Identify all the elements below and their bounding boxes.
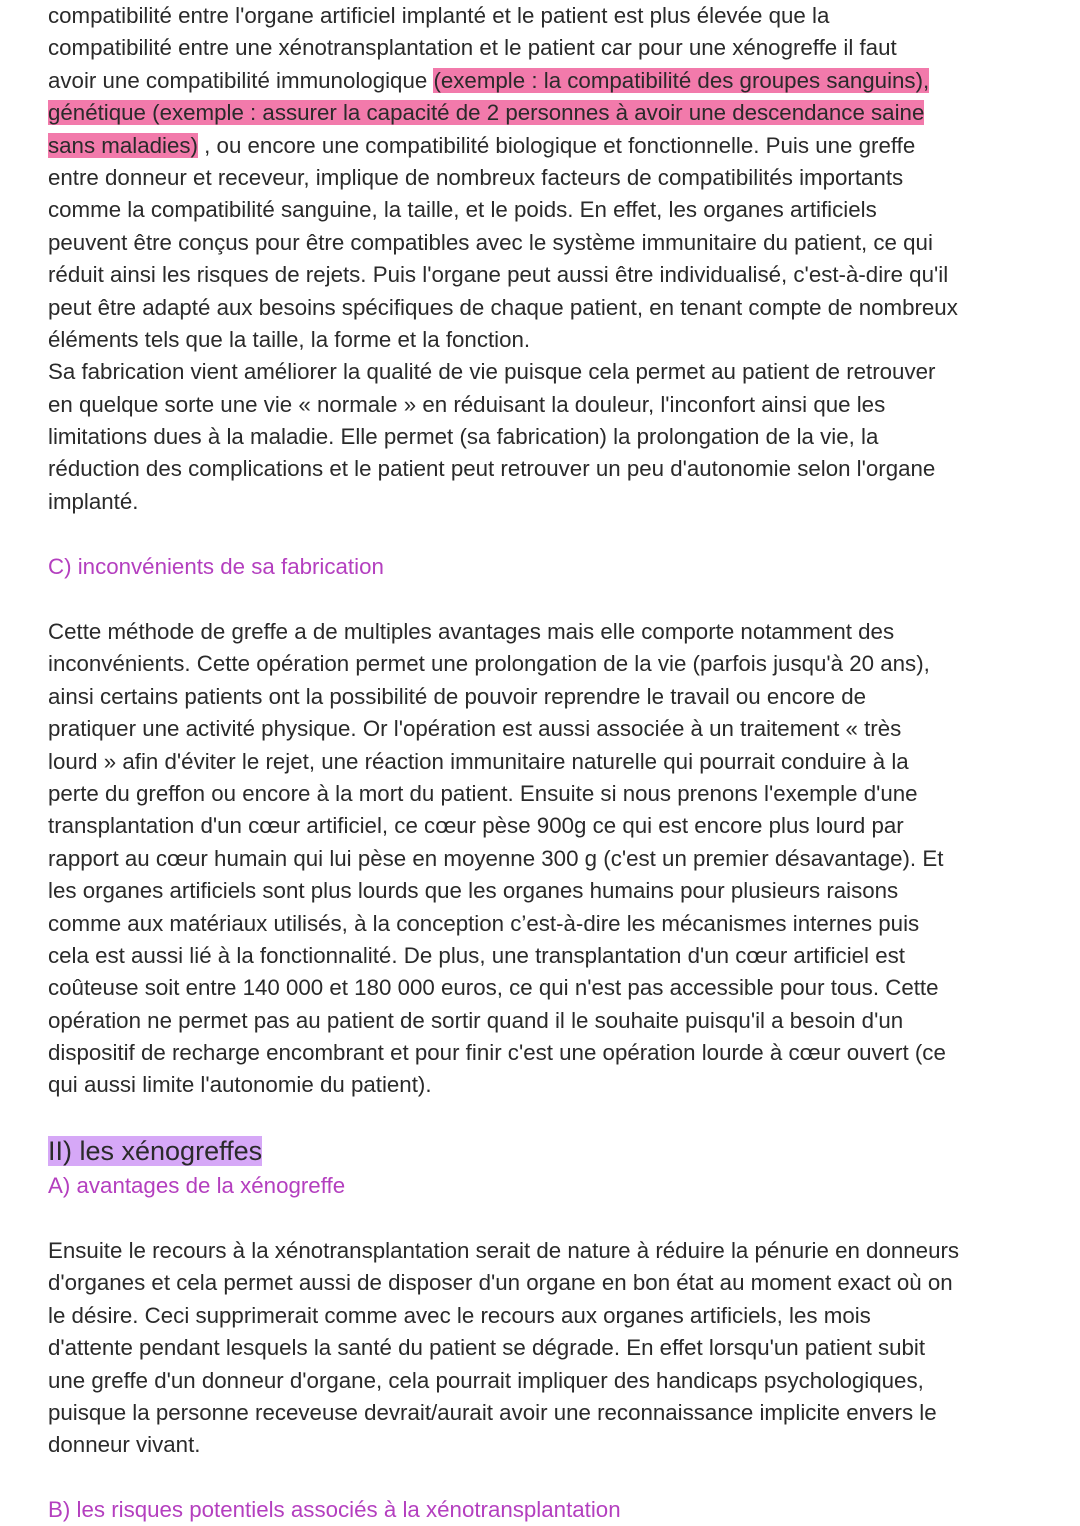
text-line [48, 940, 946, 972]
text-segment: donneur vivant. [48, 1432, 201, 1458]
highlighted-text: génétique (exemple : assurer la capacité de 2 personnes à avoir une descendance saine [48, 100, 925, 126]
text-segment: une greffe d'un donneur d'organe, cela pourrait impliquer des handicaps psychologiques, [48, 1367, 924, 1393]
text-segment: entre donneur et receveur, implique de nombreux facteurs de compatibilités importants [48, 164, 904, 190]
text-segment: coûteuse soit entre 140 000 et 180 000 euros, ce qui n'est pas accessible pour tous. Cette [48, 975, 939, 1001]
paragraph-xeno-advantages [48, 1235, 959, 1462]
text-line [48, 486, 958, 518]
text-segment: , ou encore une compatibilité biologique et fonctionnelle. Puis une greffe [197, 132, 916, 158]
text-segment: les organes artificiels sont plus lourds que les organes humains pour plusieurs raisons [48, 878, 899, 904]
text-line [48, 648, 946, 680]
text-line [48, 1397, 959, 1429]
text-line [48, 972, 946, 1004]
text-line [48, 713, 946, 745]
text-line [48, 389, 958, 421]
text-line [48, 356, 958, 388]
text-line [48, 421, 958, 453]
text-line [48, 1332, 959, 1364]
text-line [48, 97, 958, 129]
text-segment: compatibilité entre l'organe artificiel implanté et le patient est plus élevée que la [48, 3, 830, 28]
text-segment: comme la compatibilité sanguine, la taille, et le poids. En effet, les organes artificiels [48, 197, 877, 223]
heading-ii-xenogreffes [48, 1134, 262, 1168]
text-segment: d'attente pendant lesquels la santé du patient se dégrade. En effet lorsqu'un patient subit [48, 1335, 926, 1361]
text-line [48, 32, 958, 64]
text-segment: réduction des complications et le patient peut retrouver un peu d'autonomie selon l'organe [48, 456, 936, 482]
text-line [48, 778, 946, 810]
text-segment: transplantation d'un cœur artificiel, ce cœur pèse 900g ce qui est encore plus lourd par [48, 813, 904, 839]
text-segment: cela est aussi lié à la fonctionnalité. De plus, une transplantation d'un cœur artificiel est [48, 942, 905, 968]
text-line [48, 194, 958, 226]
text-segment: opération ne permet pas au patient de sortir quand il le souhaite puisqu'il a besoin d'un [48, 1007, 904, 1033]
text-line [48, 746, 946, 778]
text-line [48, 1069, 946, 1101]
text-line [48, 227, 958, 259]
text-line [48, 162, 958, 194]
text-segment: peut être adapté aux besoins spécifiques de chaque patient, en tenant compte de nombreux [48, 294, 958, 320]
text-segment: le désire. Ceci supprimerait comme avec le recours aux organes artificiels, les mois [48, 1302, 871, 1328]
paragraph-organ-compatibility [48, 0, 958, 518]
text-line [48, 681, 946, 713]
text-segment: Cette méthode de greffe a de multiples avantages mais elle comporte notamment des [48, 619, 895, 644]
text-line [48, 1267, 959, 1299]
text-segment: pratiquer une activité physique. Or l'opération est aussi associée à un traitement « très [48, 716, 902, 742]
text-line [48, 65, 958, 97]
text-segment: perte du greffon ou encore à la mort du patient. Ensuite si nous prenons l'exemple d'une [48, 780, 918, 806]
text-line [48, 453, 958, 485]
text-line [48, 259, 958, 291]
text-segment: compatibilité entre une xénotransplantation et le patient car pour une xénogreffe il faut [48, 35, 897, 61]
text-segment: dispositif de recharge encombrant et pour finir c'est une opération lourde à cœur ouvert (ce [48, 1040, 946, 1066]
text-line [48, 324, 958, 356]
paragraph-inconvenients [48, 616, 946, 1102]
text-line [48, 616, 946, 648]
heading-a-avantages: A) avantages de la xénogreffe [48, 1173, 346, 1198]
text-segment: en quelque sorte une vie « normale » en réduisant la douleur, l'inconfort ainsi que les [48, 391, 886, 417]
text-line [48, 292, 958, 324]
text-line [48, 1429, 959, 1461]
text-line [48, 875, 946, 907]
text-line [48, 130, 958, 162]
text-segment: limitations dues à la maladie. Elle permet (sa fabrication) la prolongation de la vie, la [48, 424, 879, 450]
text-segment: éléments tels que la taille, la forme et la fonction. [48, 326, 531, 352]
text-line [48, 1300, 959, 1332]
highlighted-text: sans maladies) [48, 132, 198, 158]
text-line [48, 1005, 946, 1037]
text-segment: inconvénients. Cette opération permet une prolongation de la vie (parfois jusqu'à 20 ans), [48, 651, 930, 677]
text-segment: Sa fabrication vient améliorer la qualité de vie puisque cela permet au patient de retrouver [48, 359, 936, 385]
text-line [48, 810, 946, 842]
text-segment: Ensuite le recours à la xénotransplantation serait de nature à réduire la pénurie en donneurs [48, 1238, 960, 1263]
text-segment: comme aux matériaux utilisés, à la conception c’est-à-dire les mécanismes internes puis [48, 910, 920, 936]
text-line [48, 843, 946, 875]
text-segment: implanté. [48, 488, 139, 514]
heading-b-risques: B) les risques potentiels associés à la xénotransplantation [48, 1497, 621, 1522]
text-segment: qui aussi limite l'autonomie du patient). [48, 1072, 432, 1098]
text-segment: d'organes et cela permet aussi de disposer d'un organe en bon état au moment exact où on [48, 1270, 953, 1296]
highlighted-text: (exemple : la compatibilité des groupes sanguins), [433, 67, 930, 93]
text-line [48, 1037, 946, 1069]
text-line [48, 1235, 959, 1267]
heading-c-inconvenients: C) inconvénients de sa fabrication [48, 554, 384, 579]
text-segment: lourd » afin d'éviter le rejet, une réaction immunitaire naturelle qui pourrait conduire à la [48, 748, 909, 774]
text-segment: ainsi certains patients ont la possibilité de pouvoir reprendre le travail ou encore de [48, 683, 867, 709]
text-segment: puisque la personne receveuse devrait/aurait avoir une reconnaissance implicite envers le [48, 1399, 937, 1425]
text-segment: rapport au cœur humain qui lui pèse en moyenne 300 g (c'est un premier désavantage). Et [48, 845, 944, 871]
text-segment: peuvent être conçus pour être compatibles avec le système immunitaire du patient, ce qui [48, 229, 933, 255]
text-segment: réduit ainsi les risques de rejets. Puis l'organe peut aussi être individualisé, c'est-à-dire qu'il [48, 262, 949, 288]
heading-ii-text: II) les xénogreffes [48, 1136, 263, 1166]
text-line [48, 908, 946, 940]
text-line [48, 0, 958, 32]
text-line [48, 1365, 959, 1397]
text-segment: avoir une compatibilité immunologique [48, 67, 434, 93]
